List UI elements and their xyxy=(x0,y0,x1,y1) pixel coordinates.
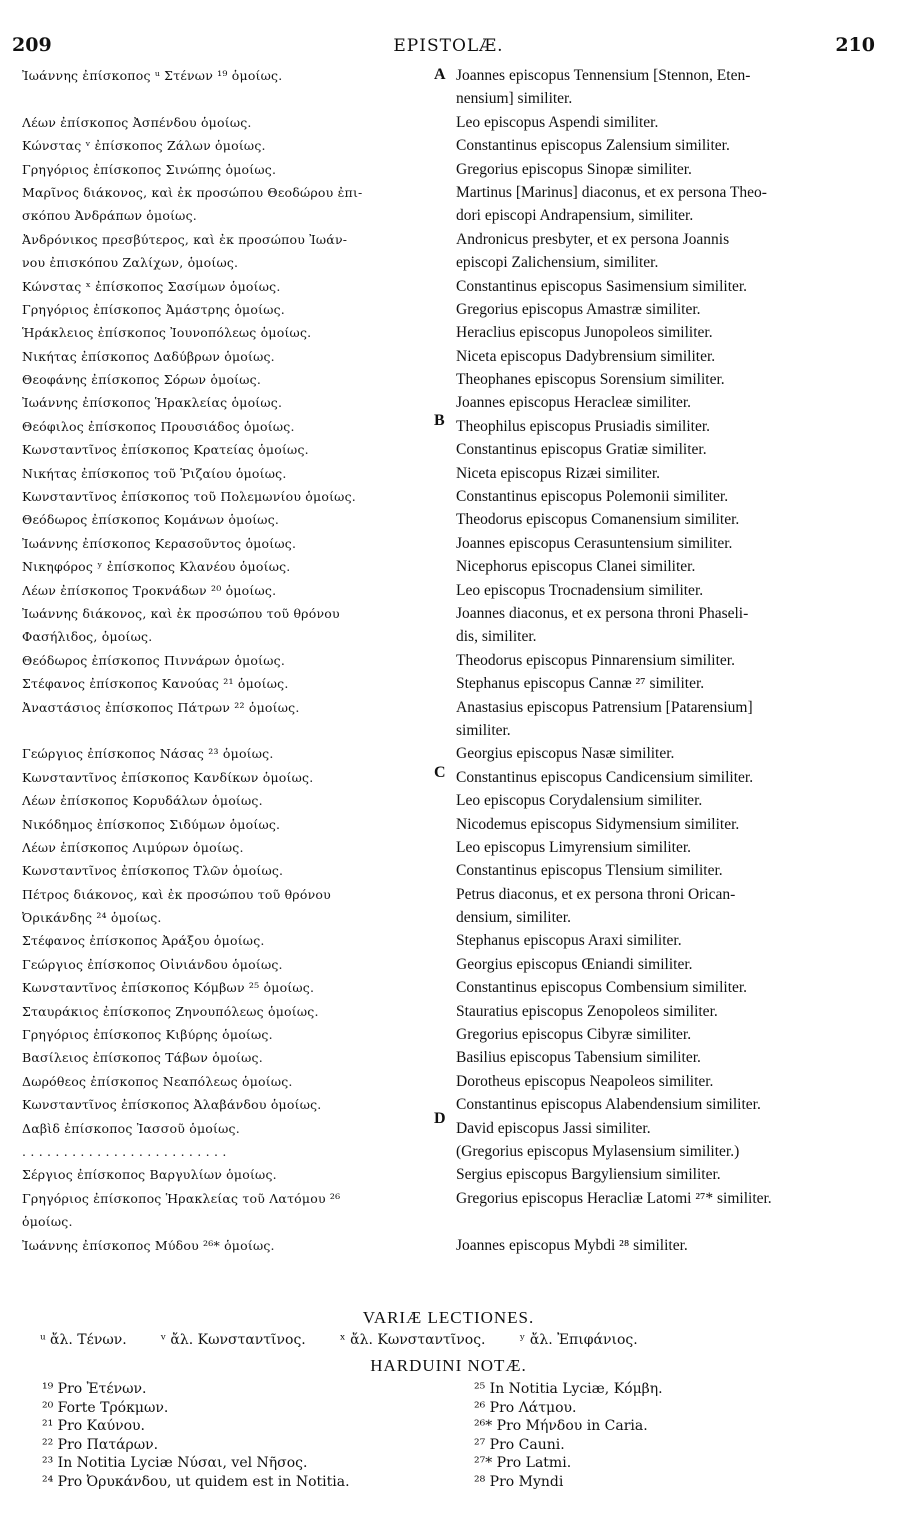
latin-text-line: episcopi Zalichensium, similiter. xyxy=(456,254,659,272)
latin-text-line: Dorotheus episcopus Neapoleos similiter. xyxy=(456,1072,714,1090)
greek-text-line: Θεοφάνης ἐπίσκοπος Σόρων ὁμοίως. xyxy=(22,372,262,388)
greek-text-line: Ἰωάννης ἐπίσκοπος ᵘ Στένων ¹⁹ ὁμοίως. xyxy=(22,68,283,83)
latin-text-line: Georgius episcopus Nasæ similiter. xyxy=(456,745,675,763)
latin-text-line: Andronicus presbyter, et ex persona Joannis xyxy=(456,230,730,248)
greek-text-line: Γεώργιος ἐπίσκοπος Οἰνιάνδου ὁμοίως. xyxy=(22,956,283,972)
greek-text-line: Ἀναστάσιος ἐπίσκοπος Πάτρων ²² ὁμοίως. xyxy=(22,699,300,715)
latin-column xyxy=(456,64,886,1257)
greek-text-line: Στέφανος ἐπίσκοπος Ἀράξου ὁμοίως. xyxy=(22,933,265,949)
latin-text-line: Leo episcopus Aspendi similiter. xyxy=(456,113,659,131)
margin-mark-d: D xyxy=(434,1110,446,1127)
latin-text-line: Stephanus episcopus Cannæ ²⁷ similiter. xyxy=(456,675,705,693)
left-page-number: 209 xyxy=(12,34,52,56)
latin-text-line: Niceta episcopus Rizæi similiter. xyxy=(456,464,661,482)
variae-title: VARIÆ LECTIONES. xyxy=(362,1308,535,1327)
greek-text-line: Κώνστας ᵛ ἐπίσκοπος Ζάλων ὁμοίως. xyxy=(22,138,266,154)
greek-text-line: Γρηγόριος ἐπίσκοπος Ἡρακλείας τοῦ Λατόμου ²⁶ xyxy=(22,1190,341,1206)
greek-column xyxy=(22,64,432,1257)
greek-text-line: Νικηφόρος ʸ ἐπίσκοπος Κλανέου ὁμοίως. xyxy=(22,559,291,575)
latin-text-line: Stauratius episcopus Zenopoleos similiter. xyxy=(456,1002,718,1020)
latin-text-line: Constantinus episcopus Gratiæ similiter. xyxy=(456,441,707,459)
greek-text-line: Κωνσταντῖνος ἐπίσκοπος Ἀλαβάνδου ὁμοίως. xyxy=(22,1097,322,1113)
greek-text-line: Ὀρικάνδης ²⁴ ὁμοίως. xyxy=(22,910,162,926)
greek-text-line: Μαρῖνος διάκονος, καὶ ἐκ προσώπου Θεοδώρου ἐπι- xyxy=(22,184,363,200)
latin-text-line: Nicodemus episcopus Sidymensium similiter. xyxy=(456,815,740,833)
greek-text-line: Λέων ἐπίσκοπος Κορυδάλων ὁμοίως. xyxy=(22,793,263,809)
greek-text-line xyxy=(22,87,432,110)
greek-text-line: Ἰωάννης ἐπίσκοπος Ἡρακλείας ὁμοίως. xyxy=(22,395,283,411)
greek-text-line: Ἰωάννης ἐπίσκοπος Κερασοῦντος ὁμοίως. xyxy=(22,535,297,551)
latin-text-line: Niceta episcopus Dadybrensium similiter. xyxy=(456,347,716,365)
margin-mark-c: C xyxy=(434,764,446,781)
footnote: ²⁶* Pro Μήνδου in Caria. xyxy=(474,1418,648,1435)
greek-text-line: Γρηγόριος ἐπίσκοπος Κιβύρης ὁμοίως. xyxy=(22,1027,273,1043)
latin-text-line: Joannes episcopus Mybdi ²⁸ similiter. xyxy=(456,1236,688,1254)
greek-text-line: Θεόδωρος ἐπίσκοπος Πιννάρων ὁμοίως. xyxy=(22,652,286,668)
greek-text-line: Κωνσταντῖνος ἐπίσκοπος Κρατείας ὁμοίως. xyxy=(22,442,309,458)
latin-text-line: Basilius episcopus Tabensium similiter. xyxy=(456,1049,701,1067)
footnote: ²⁷* Pro Latmi. xyxy=(474,1455,572,1472)
greek-text-line: σκόπου Ἀνδράπων ὁμοίως. xyxy=(22,208,197,224)
latin-text-line: Sergius episcopus Bargyliensium similiter. xyxy=(456,1166,721,1184)
footnote: ¹⁹ Pro Ἐτένων. xyxy=(42,1381,147,1397)
notae-title: HARDUINI NOTÆ. xyxy=(370,1356,527,1375)
latin-text-line: Leo episcopus Corydalensium similiter. xyxy=(456,792,703,810)
greek-text-line: Σταυράκιος ἐπίσκοπος Ζηνουπόλεως ὁμοίως. xyxy=(22,1003,319,1019)
latin-text-line: Leo episcopus Limyrensium similiter. xyxy=(456,838,692,856)
latin-text-line: Gregorius episcopus Amastræ similiter. xyxy=(456,300,701,318)
greek-text-line: Νικόδημος ἐπίσκοπος Σιδύμων ὁμοίως. xyxy=(22,816,281,832)
notae-left-column xyxy=(42,1380,442,1492)
latin-text-line: Heraclius episcopus Junopoleos similiter. xyxy=(456,324,713,342)
latin-text-line: Constantinus episcopus Tlensium similiter. xyxy=(456,862,723,880)
latin-text-line: Joannes diaconus, et ex persona throni Phaseli- xyxy=(456,604,749,622)
greek-text-line: Φασήλιδος, ὁμοίως. xyxy=(22,629,153,645)
greek-text-line: Ἰωάννης διάκονος, καὶ ἐκ προσώπου τοῦ θρόνου xyxy=(22,605,340,621)
latin-text-line: Theophilus episcopus Prusiadis similiter. xyxy=(456,417,711,435)
footnote: ²⁸ Pro Myndi xyxy=(474,1473,564,1490)
latin-text-line: Constantinus episcopus Combensium similiter. xyxy=(456,979,748,997)
greek-text-line: Κωνσταντῖνος ἐπίσκοπος Κόμβων ²⁵ ὁμοίως. xyxy=(22,980,315,996)
greek-text-line: . . . . . . . . . . . . . . . . . . . . . . . . . xyxy=(22,1143,227,1159)
greek-text-line: Δαβὶδ ἐπίσκοπος Ἰασσοῦ ὁμοίως. xyxy=(22,1120,240,1136)
notae-right-column xyxy=(474,1380,874,1492)
variant-reading: ˣ ἄλ. Κωνσταντῖνος. xyxy=(339,1332,486,1348)
latin-text-line: Gregorius episcopus Heracliæ Latomi ²⁷* similiter. xyxy=(456,1189,772,1207)
latin-text-line: David episcopus Jassi similiter. xyxy=(456,1119,651,1137)
margin-mark-b: B xyxy=(434,412,445,429)
greek-text-line: Ἰωάννης ἐπίσκοπος Μύδου ²⁶* ὁμοίως. xyxy=(22,1237,275,1253)
latin-text-line: densium, similiter. xyxy=(456,909,571,927)
greek-text-line: Ἀνδρόνικος πρεσβύτερος, καὶ ἐκ προσώπου Ἰωάν- xyxy=(22,231,348,247)
footnote: ²⁰ Forte Τρόκμων. xyxy=(42,1399,169,1416)
greek-text-line: Γεώργιος ἐπίσκοπος Νάσας ²³ ὁμοίως. xyxy=(22,746,274,762)
greek-text-line: Κώνστας ˣ ἐπίσκοπος Σασίμων ὁμοίως. xyxy=(22,278,281,294)
footnote: ²⁴ Pro Ὀρυκάνδου, ut quidem est in Notitia. xyxy=(42,1473,350,1490)
margin-mark-a: A xyxy=(434,66,446,83)
latin-text-line: Constantinus episcopus Alabendensium similiter. xyxy=(456,1096,761,1114)
footnote: ²⁶ Pro Λάτμου. xyxy=(474,1399,577,1416)
page-header xyxy=(0,34,897,58)
latin-text-line: Constantinus episcopus Candicensium similiter. xyxy=(456,768,754,786)
latin-text-line: Constantinus episcopus Sasimensium similiter. xyxy=(456,277,748,295)
variant-reading: ʸ ἄλ. Ἐπιφάνιος. xyxy=(519,1332,638,1348)
footnote: ²³ In Notitia Lyciæ Νύσαι, vel Νῆσος. xyxy=(42,1455,308,1472)
greek-text-line: Θεόφιλος ἐπίσκοπος Προυσιάδος ὁμοίως. xyxy=(22,418,295,434)
greek-text-line: Νικήτας ἐπίσκοπος Δαδύβρων ὁμοίως. xyxy=(22,348,275,364)
greek-text-line: Νικήτας ἐπίσκοπος τοῦ Ῥιζαίου ὁμοίως. xyxy=(22,465,287,481)
latin-text-line: Gregorius episcopus Cibyræ similiter. xyxy=(456,1026,692,1044)
latin-text-line: Leo episcopus Trocnadensium similiter. xyxy=(456,581,704,599)
latin-text-line: Theophanes episcopus Sorensium similiter. xyxy=(456,371,725,389)
greek-text-line: Θεόδωρος ἐπίσκοπος Κομάνων ὁμοίως. xyxy=(22,512,280,528)
latin-text-line xyxy=(456,1210,886,1233)
greek-text-line: Γρηγόριος ἐπίσκοπος Σινώπης ὁμοίως. xyxy=(22,161,277,177)
latin-text-line: dis, similiter. xyxy=(456,628,537,646)
latin-text-line: nensium] similiter. xyxy=(456,90,573,108)
greek-text-line: Γρηγόριος ἐπίσκοπος Ἀμάστρης ὁμοίως. xyxy=(22,301,285,317)
latin-text-line: similiter. xyxy=(456,721,511,739)
greek-text-line: Κωνσταντῖνος ἐπίσκοπος τοῦ Πολεμωνίου ὁμοίως. xyxy=(22,489,356,505)
latin-text-line: Theodorus episcopus Pinnarensium similiter. xyxy=(456,651,735,669)
greek-text-line xyxy=(22,719,432,742)
footnote: ²⁷ Pro Cauni. xyxy=(474,1436,565,1453)
greek-text-line: Βασίλειος ἐπίσκοπος Τάβων ὁμοίως. xyxy=(22,1050,263,1066)
latin-text-line: Nicephorus episcopus Clanei similiter. xyxy=(456,558,696,576)
greek-text-line: Λέων ἐπίσκοπος Λιμύρων ὁμοίως. xyxy=(22,839,244,855)
variae-list xyxy=(40,1332,870,1348)
latin-text-line: Petrus diaconus, et ex persona throni Orican- xyxy=(456,885,736,903)
latin-text-line: Joannes episcopus Heracleæ similiter. xyxy=(456,394,692,412)
greek-text-line: Δωρόθεος ἐπίσκοπος Νεαπόλεως ὁμοίως. xyxy=(22,1073,293,1089)
latin-text-line: Joannes episcopus Cerasuntensium similiter. xyxy=(456,534,733,552)
greek-text-line: Στέφανος ἐπίσκοπος Κανούας ²¹ ὁμοίως. xyxy=(22,676,289,692)
latin-text-line: Gregorius episcopus Sinopæ similiter. xyxy=(456,160,692,178)
latin-text-line: (Gregorius episcopus Mylasensium similiter.) xyxy=(456,1142,740,1160)
greek-text-line: Λέων ἐπίσκοπος Ἀσπένδου ὁμοίως. xyxy=(22,114,252,130)
right-page-number: 210 xyxy=(835,34,875,56)
greek-text-line: Λέων ἐπίσκοπος Τροκνάδων ²⁰ ὁμοίως. xyxy=(22,582,277,598)
footnote: ²⁵ In Notitia Lyciæ, Κόμβη. xyxy=(474,1381,663,1397)
footnote: ²¹ Pro Καύνου. xyxy=(42,1418,145,1435)
greek-text-line: ὁμοίως. xyxy=(22,1214,73,1230)
latin-text-line: Theodorus episcopus Comanensium similiter. xyxy=(456,511,740,529)
latin-text-line: dori episcopi Andrapensium, similiter. xyxy=(456,207,694,225)
latin-text-line: Joannes episcopus Tennensium [Stennon, Eten- xyxy=(456,67,751,84)
footnote: ²² Pro Πατάρων. xyxy=(42,1436,159,1453)
greek-text-line: νου ἐπισκόπου Ζαλίχων, ὁμοίως. xyxy=(22,255,239,271)
greek-text-line: Ἡράκλειος ἐπίσκοπος Ἰουνοπόλεως ὁμοίως. xyxy=(22,325,312,341)
variant-reading: ᵘ ἄλ. Τένων. xyxy=(40,1332,127,1348)
greek-text-line: Πέτρος διάκονος, καὶ ἐκ προσώπου τοῦ θρόνου xyxy=(22,886,331,902)
greek-text-line: Κωνσταντῖνος ἐπίσκοπος Τλῶν ὁμοίως. xyxy=(22,863,284,879)
greek-text-line: Κωνσταντῖνος ἐπίσκοπος Κανδίκων ὁμοίως. xyxy=(22,769,314,785)
variant-reading: ᵛ ἄλ. Κωνσταντῖνος. xyxy=(160,1332,306,1348)
latin-text-line: Constantinus episcopus Polemonii similiter. xyxy=(456,488,729,506)
latin-text-line: Martinus [Marinus] diaconus, et ex persona Theo- xyxy=(456,183,767,201)
latin-text-line: Anastasius episcopus Patrensium [Patarensium] xyxy=(456,698,753,716)
latin-text-line: Constantinus episcopus Zalensium similiter. xyxy=(456,137,730,155)
latin-text-line: Georgius episcopus Œniandi similiter. xyxy=(456,955,693,973)
running-title: EPISTOLÆ. xyxy=(393,36,504,56)
greek-text-line: Σέργιος ἐπίσκοπος Βαργυλίων ὁμοίως. xyxy=(22,1167,277,1183)
latin-text-line: Stephanus episcopus Araxi similiter. xyxy=(456,932,682,950)
